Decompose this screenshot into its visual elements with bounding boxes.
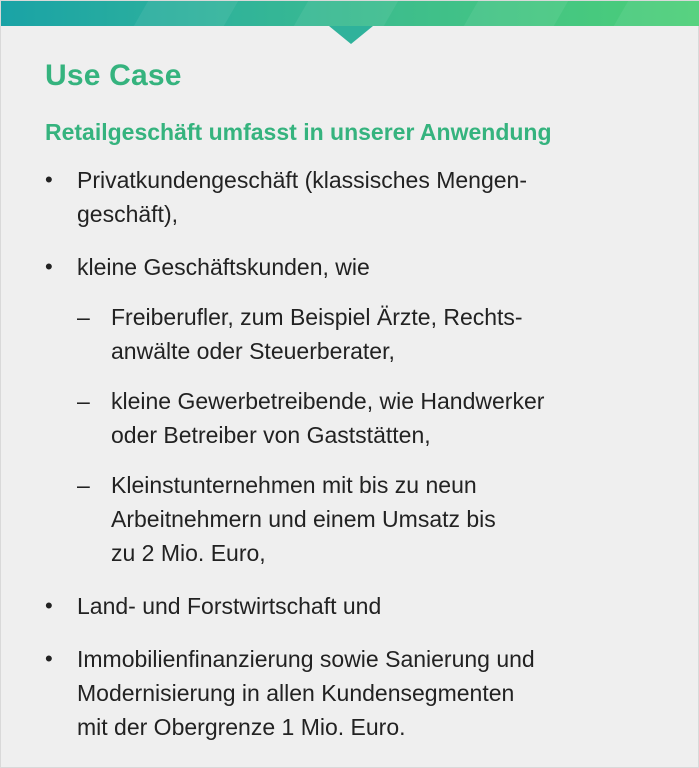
list-item: [45, 589, 675, 623]
sub-list-item: [77, 468, 675, 570]
sub-list-item-text: Freiberufler, zum Beispiel Ärzte, Rechts- anwälte oder Steuerberater,: [111, 304, 523, 364]
list-item-text: kleine Geschäftskunden, wie: [77, 254, 370, 280]
bullet-icon: •: [45, 593, 53, 618]
sub-list-item: [77, 384, 675, 452]
card-title: Use Case: [45, 59, 182, 92]
header-stripe: [134, 1, 238, 26]
sub-list-item-text: Kleinstunternehmen mit bis zu neun Arbeitnehmern und einem Umsatz bis zu 2 Mio. Euro,: [111, 472, 496, 566]
list-item-text: Privatkundengeschäft (klassisches Mengen- geschäft),: [77, 167, 528, 227]
dash-icon: –: [77, 472, 90, 498]
bullet-icon: •: [45, 646, 53, 671]
header-stripe: [464, 1, 568, 26]
list-item: [45, 163, 675, 231]
list-item-text: Land- und Forstwirtschaft und: [77, 593, 382, 619]
dash-icon: –: [77, 304, 90, 330]
card-subtitle: Retailgeschäft umfasst in unserer Anwendung: [45, 119, 552, 145]
list-item: [45, 250, 675, 570]
sub-list-item: [77, 300, 675, 368]
bullet-list: [45, 163, 675, 744]
sub-list-item-text: kleine Gewerbetreibende, wie Handwerker oder Betreiber von Gaststätten,: [111, 388, 545, 448]
bullet-icon: •: [45, 254, 53, 279]
list-item-text: Immobilienfinanzierung sowie Sanierung und Modernisierung in allen Kundensegmenten mit der Obergrenze 1 Mio. Euro.: [77, 646, 535, 740]
bullet-icon: •: [45, 167, 53, 192]
header-stripe: [614, 1, 699, 26]
header-gradient-bar: [1, 1, 699, 26]
dash-icon: –: [77, 388, 90, 414]
list-item: [45, 642, 675, 744]
header-pointer: [329, 26, 373, 44]
header-stripe: [294, 1, 398, 26]
